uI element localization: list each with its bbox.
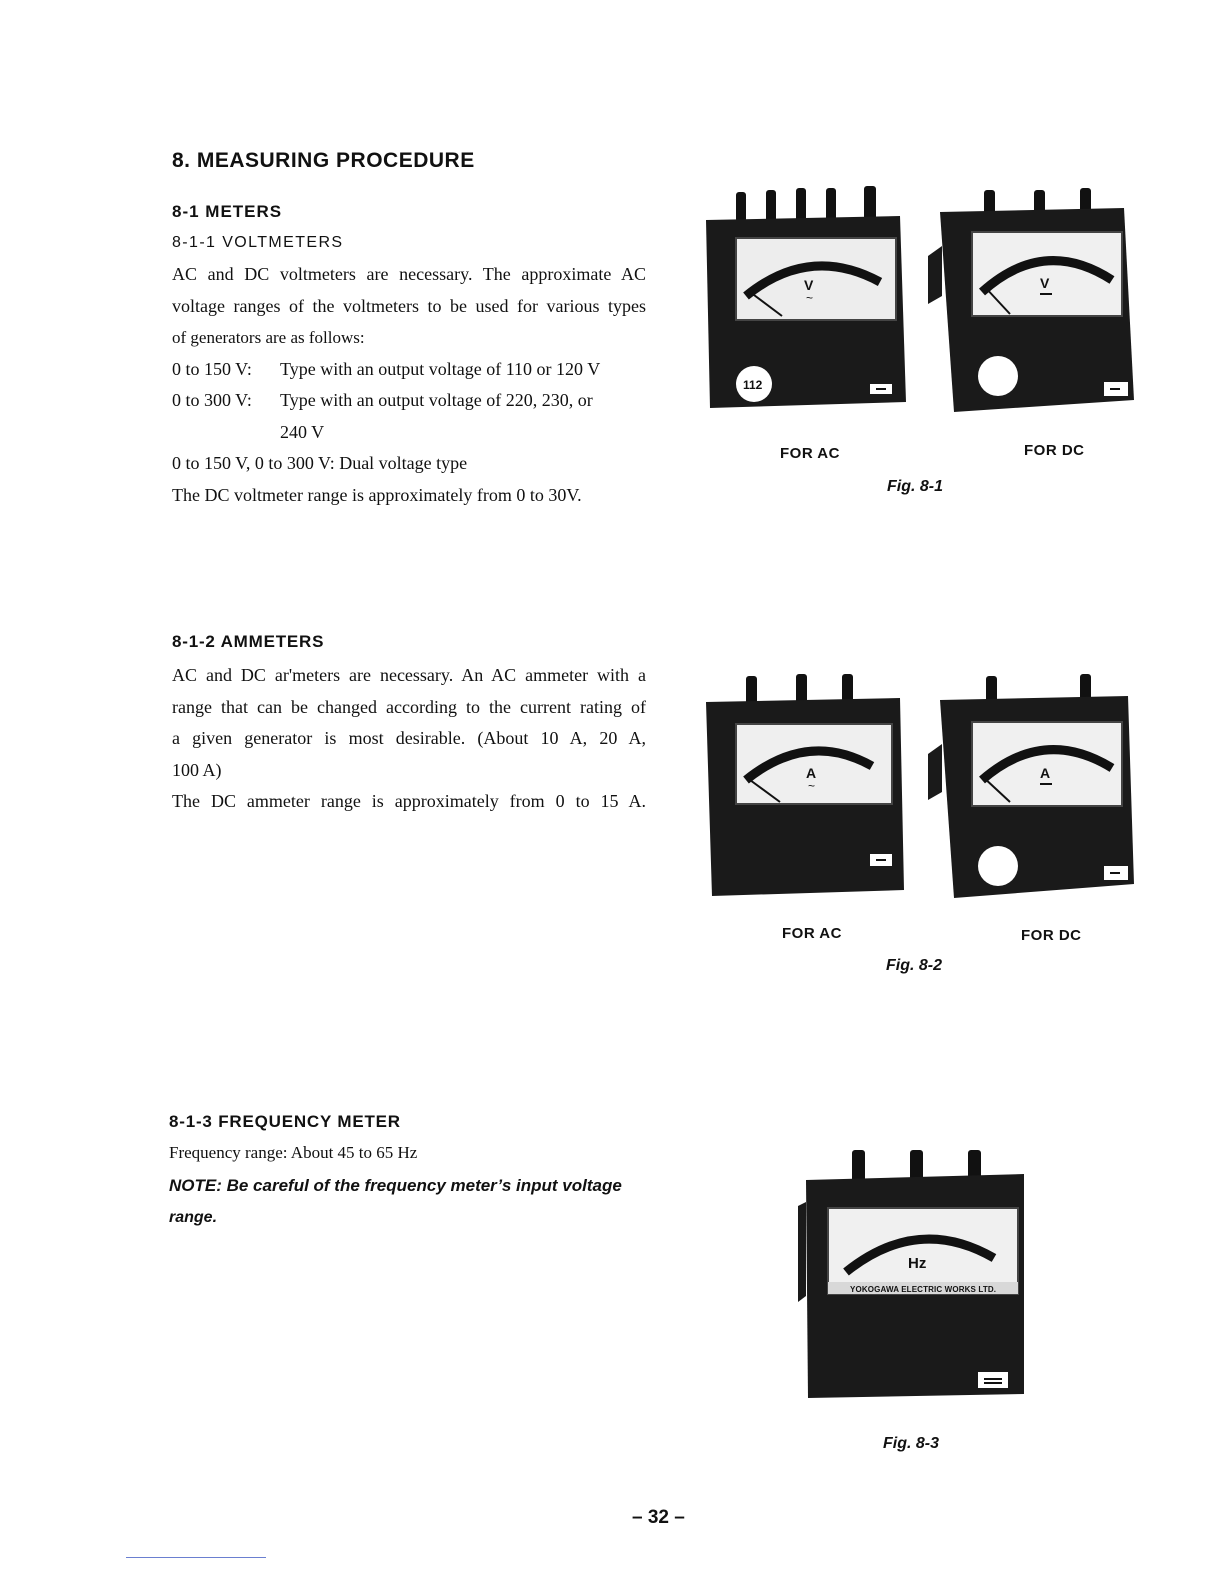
dual-voltage-line: 0 to 150 V, 0 to 300 V: Dual voltage type [172,453,468,473]
fig-8-2-label-dc: FOR DC [1021,927,1082,944]
fig-8-2-caption: Fig. 8-2 [886,957,943,974]
section-title: 8. MEASURING PROCEDURE [172,149,475,172]
voltmeter-dc-symbol: V [1040,275,1050,291]
voltmeters-intro-line-2: voltage ranges of the voltmeters to be used for various types [172,295,646,316]
ammeters-line-4: 100 A) [172,759,222,780]
voltage-range-row [172,385,646,417]
fig-8-1-caption: Fig. 8-1 [887,478,944,495]
ammeter-dc-symbol: A [1040,765,1051,781]
page-number: – 32 – [632,1507,685,1528]
voltmeters-heading: 8-1-1 VOLTMETERS [172,234,344,251]
frequency-note-line-1: NOTE: Be careful of the frequency meter’s input voltage [169,1176,622,1195]
voltmeter-ac-image [700,186,910,418]
ammeters-line-5: The DC ammeter range is approximately from 0 to 15 A. [172,791,646,811]
ammeters-line-1: AC and DC ar'meters are necessary. An AC ammeter with a [172,665,646,685]
frequency-heading: 8-1-3 FREQUENCY METER [169,1112,401,1131]
frequency-note-line-2: range. [169,1209,218,1226]
ammeter-ac-image [700,670,906,902]
dc-voltmeter-range: The DC voltmeter range is approximately from 0 to 30V. [172,484,582,505]
ammeters-line-3: a given generator is most desirable. (About 10 A, 20 A, [172,728,646,748]
voltmeters-intro-line-1: AC and DC voltmeters are necessary. The approximate AC [172,264,646,284]
voltmeter-badge: 112 [743,378,763,392]
voltmeters-intro-line-3: of generators are as follows: [172,328,365,347]
svg-text:~: ~ [808,779,816,793]
voltage-range-row [172,354,646,386]
meters-heading: 8-1 METERS [172,202,283,221]
voltage-range-value: 0 to 300 V: [172,390,252,410]
footnote-rule [126,1557,266,1558]
voltmeters-text [172,259,646,511]
ammeters-heading: 8-1-2 AMMETERS [172,632,325,651]
ammeter-dc-image [924,670,1136,902]
voltage-range-desc: Type with an output voltage of 220, 230, or [280,390,593,410]
fig-8-3-caption: Fig. 8-3 [883,1435,940,1452]
ammeters-text [172,660,646,818]
voltage-range-desc-cont: 240 V [280,421,325,442]
ammeters-line-2: range that can be changed according to the current rating of [172,696,646,717]
svg-text:~: ~ [806,291,814,305]
frequency-meter-maker: YOKOGAWA ELECTRIC WORKS LTD. [850,1285,996,1294]
voltmeter-dc-image [924,186,1136,418]
fig-8-1-label-dc: FOR DC [1024,442,1085,459]
frequency-meter-image [798,1146,1032,1402]
voltmeter-ac-symbol: V [804,277,814,293]
ammeter-ac-symbol: A [806,765,817,781]
frequency-meter-symbol: Hz [908,1255,927,1272]
voltage-range-value: 0 to 150 V: [172,358,252,379]
fig-8-1-label-ac: FOR AC [780,445,840,462]
voltage-range-desc: Type with an output voltage of 110 or 120 V [280,358,601,379]
frequency-range: Frequency range: About 45 to 65 Hz [169,1143,418,1162]
fig-8-2-label-ac: FOR AC [782,925,842,942]
